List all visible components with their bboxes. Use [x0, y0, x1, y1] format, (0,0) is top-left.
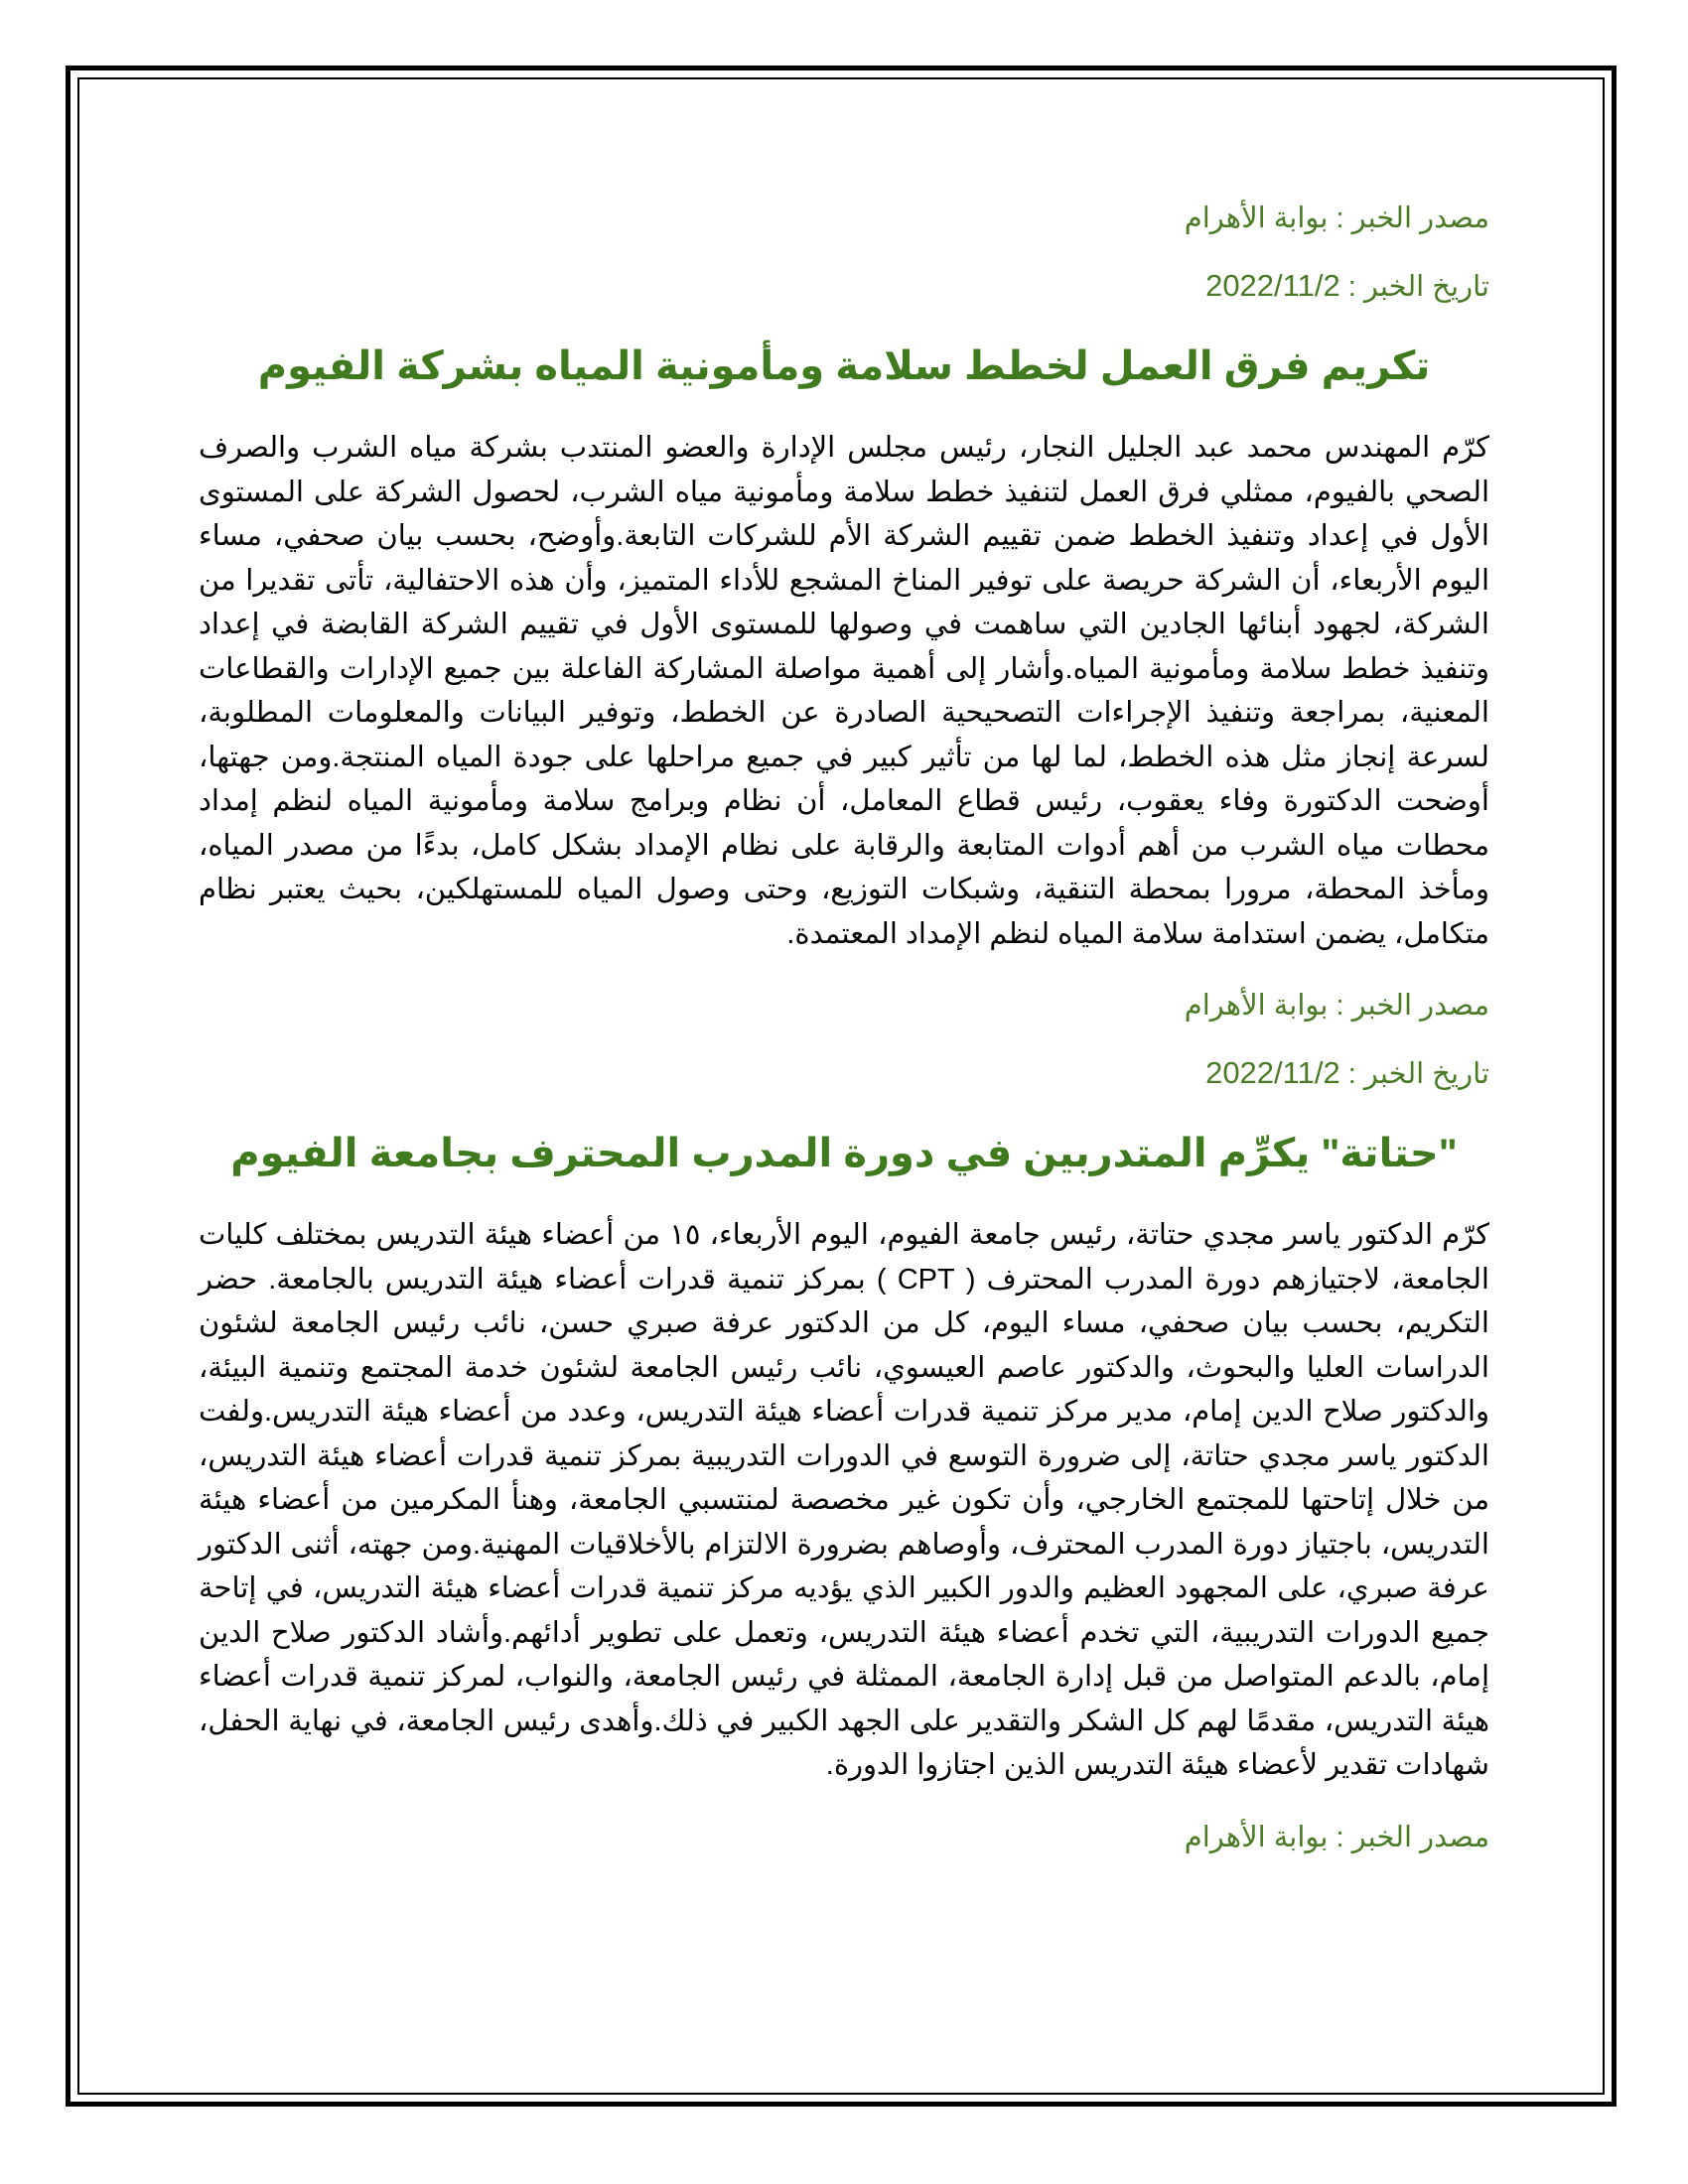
footer-news-source: مصدر الخبر : بوابة الأهرام — [1184, 1821, 1489, 1853]
news-source: مصدر الخبر : بوابة الأهرام — [1184, 203, 1489, 234]
article-1 — [199, 199, 1489, 956]
news-date — [199, 266, 1489, 307]
news-date-label: تاريخ الخبر : — [1339, 271, 1489, 303]
article-headline: "حتاتة" يكرِّم المتدربين في دورة المدرب المحترف بجامعة الفيوم — [230, 1132, 1458, 1175]
news-date-label: تاريخ الخبر : — [1339, 1058, 1489, 1090]
article-body: كرّم المهندس محمد عبد الجليل النجار، رئيس مجلس الإدارة والعضو المنتدب بشركة مياه الشرب والصرف الصحي بالفيوم، ممثلي فرق العمل لتنفيذ خطط سلامة ومأمونية مياه الشرب، لحصول الشركة على المستوى الأول في إعداد وتنفيذ الخطط ضمن تقييم الشركة الأم للشركات التابعة.وأوضح، بحسب بيان صحفي، مساء اليوم الأربعاء، أن الشركة حريصة على توفير المناخ المشجع للأداء المتميز، وأن هذه الاحتفالية، تأتى تقديرا من الشركة، لجهود أبنائها الجادين التي ساهمت في وصولها للمستوى الأول في تقييم الشركة القابضة في إعداد وتنفيذ خطط سلامة ومأمونية المياه.وأشار إلى أهمية مواصلة المشاركة الفاعلة بين جميع الإدارات والقطاعات المعنية، بمراجعة وتنفيذ الإجراءات التصحيحية الصادرة عن الخطط، وتوفير البيانات والمعلومات المطلوبة، لسرعة إنجاز مثل هذه الخطط، لما لها من تأثير كبير في جميع مراحلها على جودة المياه المنتجة.ومن جهتها، أوضحت الدكتورة وفاء يعقوب، رئيس قطاع المعامل، أن نظام وبرامج سلامة ومأمونية المياه لنظم إمداد محطات مياه الشرب من أهم أدوات المتابعة والرقابة على نظام الإمداد بشكل كامل، بدءًا من مصدر المياه، ومأخذ المحطة، مرورا بمحطة التنقية، وشبكات التوزيع، وحتى وصول المياه للمستهلكين، بحيث يعتبر نظام متكامل، يضمن استدامة سلامة المياه لنظم الإمداد المعتمدة. — [199, 432, 1489, 950]
news-date-value: 2022/11/2 — [1205, 1055, 1340, 1090]
news-date — [199, 1053, 1489, 1094]
article-headline: تكريم فرق العمل لخطط سلامة ومأمونية المياه بشركة الفيوم — [257, 344, 1431, 388]
news-source: مصدر الخبر : بوابة الأهرام — [1184, 990, 1489, 1022]
article-2 — [199, 986, 1489, 1788]
document-content — [199, 199, 1489, 1857]
news-date-value: 2022/11/2 — [1205, 268, 1340, 303]
article-body: كرّم الدكتور ياسر مجدي حتاتة، رئيس جامعة الفيوم، اليوم الأربعاء، ١٥ من أعضاء هيئة التدريس بمختلف كليات الجامعة، لاجتيازهم دورة المدرب المحترف ( CPT ) بمركز تنمية قدرات أعضاء هيئة التدريس بالجامعة. حضر التكريم، بحسب بيان صحفي، مساء اليوم، كل من الدكتور عرفة صبري حسن، نائب رئيس الجامعة لشئون الدراسات العليا والبحوث، والدكتور عاصم العيسوي، نائب رئيس الجامعة لشئون خدمة المجتمع وتنمية البيئة، والدكتور صلاح الدين إمام، مدير مركز تنمية قدرات أعضاء هيئة التدريس، وعدد من أعضاء هيئة التدريس.ولفت الدكتور ياسر مجدي حتاتة، إلى ضرورة التوسع في الدورات التدريبية بمركز تنمية قدرات أعضاء هيئة التدريس، من خلال إتاحتها للمجتمع الخارجي، وأن تكون غير مخصصة لمنتسبي الجامعة، وهنأ المكرمين من أعضاء هيئة التدريس، باجتياز دورة المدرب المحترف، وأوصاهم بضرورة الالتزام بالأخلاقيات المهنية.ومن جهته، أثنى الدكتور عرفة صبري، على المجهود العظيم والدور الكبير الذي يؤديه مركز تنمية قدرات أعضاء هيئة التدريس، في إتاحة جميع الدورات التدريبية، التي تخدم أعضاء هيئة التدريس، وتعمل على تطوير أدائهم.وأشاد الدكتور صلاح الدين إمام، بالدعم المتواصل من قبل إدارة الجامعة، الممثلة في رئيس الجامعة، والنواب، لمركز تنمية قدرات أعضاء هيئة التدريس، مقدمًا لهم كل الشكر والتقدير على الجهد الكبير في ذلك.وأهدى رئيس الجامعة، في نهاية الحفل، شهادات تقدير لأعضاء هيئة التدريس الذين اجتازوا الدورة. — [199, 1219, 1490, 1781]
